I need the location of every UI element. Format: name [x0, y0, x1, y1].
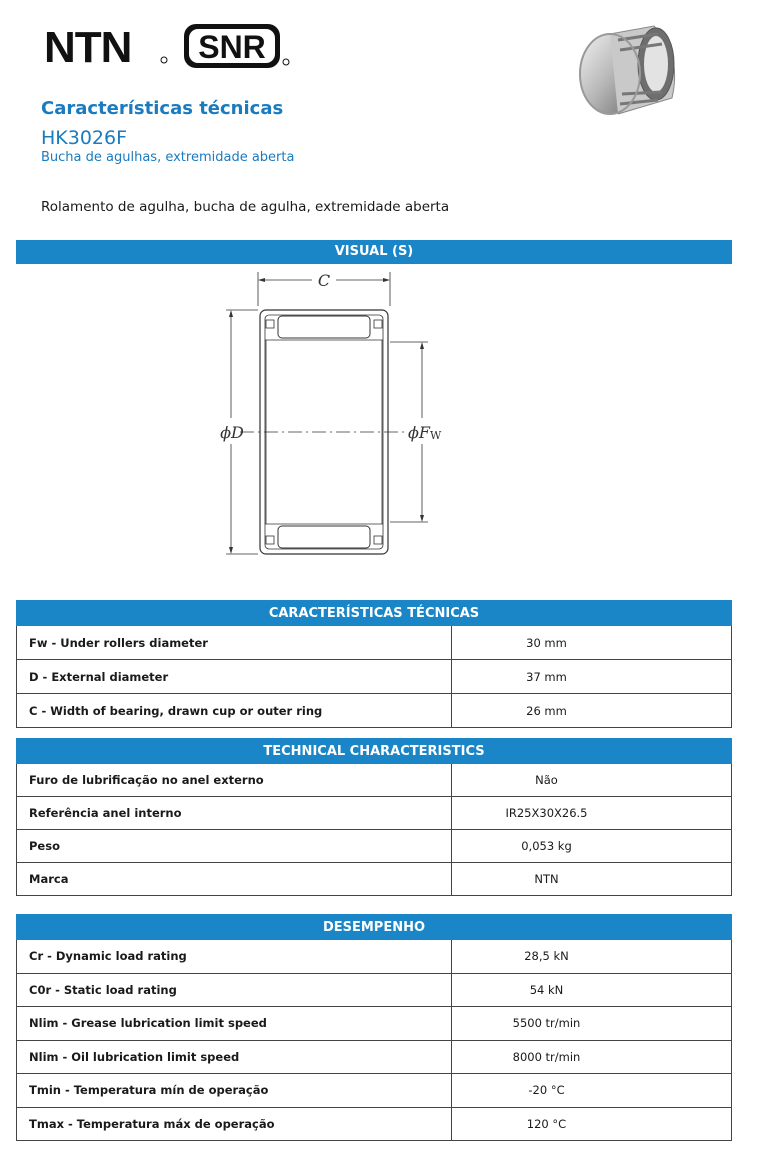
row-label: Fw - Under rollers diameter: [17, 626, 452, 660]
spec-table-technical: [16, 738, 732, 896]
table-row: [17, 694, 732, 728]
row-label: D - External diameter: [17, 660, 452, 694]
row-label: C - Width of bearing, drawn cup or outer ring: [17, 694, 452, 728]
ntn-logo: [44, 24, 168, 68]
spec-table-caracteristicas: [16, 600, 732, 728]
table-row: [17, 830, 732, 863]
table-row: [17, 973, 732, 1007]
table-header: CARACTERÍSTICAS TÉCNICAS: [17, 601, 732, 626]
dim-d-label: ϕD: [220, 423, 244, 442]
visual-section-header: VISUAL (S): [16, 240, 732, 264]
row-label: Tmax - Temperatura máx de operação: [17, 1107, 452, 1141]
table-row: [17, 1007, 732, 1041]
page-title: Características técnicas: [41, 98, 284, 119]
table-row: [17, 863, 732, 896]
table-row: [17, 764, 732, 797]
product-subtitle: Bucha de agulhas, extremidade aberta: [41, 150, 295, 165]
row-value: 0,053 kg: [452, 830, 732, 863]
table-row: [17, 660, 732, 694]
row-value: 54 kN: [452, 973, 732, 1007]
row-label: Cr - Dynamic load rating: [17, 940, 452, 974]
row-label: Peso: [17, 830, 452, 863]
row-label: Furo de lubrificação no anel externo: [17, 764, 452, 797]
row-label: Referência anel interno: [17, 797, 452, 830]
row-label: Tmin - Temperatura mín de operação: [17, 1074, 452, 1108]
table-row: [17, 1040, 732, 1074]
table-header: DESEMPENHO: [17, 915, 732, 940]
spec-table-desempenho: [16, 914, 732, 1141]
svg-text:NTN: NTN: [44, 24, 132, 68]
dim-fw-label: ϕFW: [408, 423, 442, 442]
product-description: Rolamento de agulha, bucha de agulha, extremidade aberta: [41, 199, 450, 215]
row-value: 37 mm: [452, 660, 732, 694]
table-row: [17, 797, 732, 830]
table-row: [17, 1074, 732, 1108]
row-value: IR25X30X26.5: [452, 797, 732, 830]
row-value: -20 °C: [452, 1074, 732, 1108]
bearing-product-image: [566, 14, 686, 124]
row-value: 5500 tr/min: [452, 1007, 732, 1041]
row-value: 26 mm: [452, 694, 732, 728]
row-value: NTN: [452, 863, 732, 896]
row-label: Nlim - Grease lubrication limit speed: [17, 1007, 452, 1041]
row-label: Nlim - Oil lubrication limit speed: [17, 1040, 452, 1074]
table-row: [17, 626, 732, 660]
row-label: Marca: [17, 863, 452, 896]
table-header: TECHNICAL CHARACTERISTICS: [17, 739, 732, 764]
svg-text:SNR: SNR: [198, 29, 266, 65]
row-value: 28,5 kN: [452, 940, 732, 974]
row-value: Não: [452, 764, 732, 797]
snr-logo: [182, 22, 290, 70]
bearing-technical-drawing: [200, 268, 460, 560]
row-value: 30 mm: [452, 626, 732, 660]
row-value: 8000 tr/min: [452, 1040, 732, 1074]
row-label: C0r - Static load rating: [17, 973, 452, 1007]
table-row: [17, 1107, 732, 1141]
product-model: HK3026F: [41, 127, 128, 149]
dim-c-label: C: [317, 271, 331, 290]
row-value: 120 °C: [452, 1107, 732, 1141]
table-row: [17, 940, 732, 974]
